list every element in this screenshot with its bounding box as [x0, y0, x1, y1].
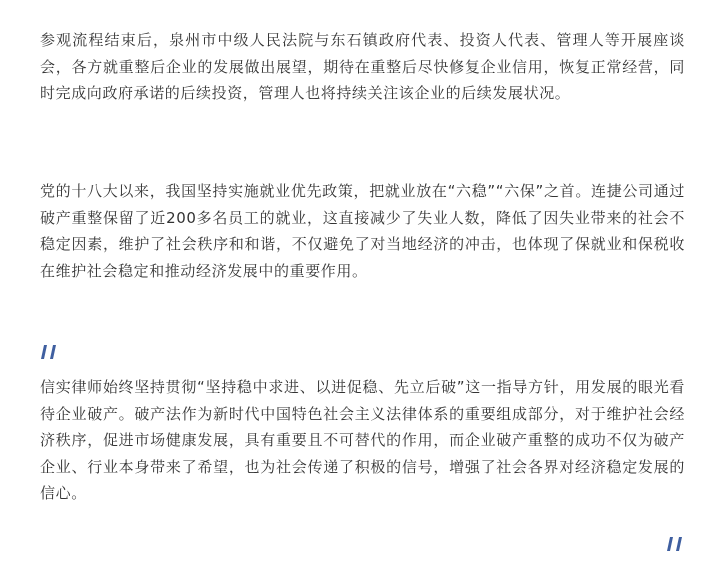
- paragraph-visit-summary: 参观流程结束后，泉州市中级人民法院与东石镇政府代表、投资人代表、管理人等开展座谈会，各方就重整后企业的发展做出展望，期待在重整后尽快修复企业信用，恢复正常经营，同时完成向政府承诺的后续投资，管理人也将持续关注该企业的后续发展状况。: [40, 31, 685, 102]
- quote-paragraph: 信实律师始终坚持贯彻“坚持稳中求进、以进促稳、先立后破”这一指导方针，用发展的眼光看待企业破产。破产法作为新时代中国特色社会主义法律体系的重要组成部分，对于维护社会经济秩序，促进市场健康发展，具有重要且不可替代的作用，而企业破产重整的成功不仅为破产企业、行业本身带来了希望，也为社会传递了积极的信号，增强了社会各界对经济稳定发展的信心。: [40, 378, 685, 502]
- open-quote-icon: [38, 344, 60, 360]
- paragraph-employment-policy: 党的十八大以来，我国坚持实施就业优先政策，把就业放在“六稳”“六保”之首。连捷公司通过破产重整保留了近200多名员工的就业，这直接减少了失业人数，降低了因失业带来的社会不稳定因素，维护了社会秩序和和谐，不仅避免了对当地经济的冲击，也体现了保就业和保税收在维护社会稳定和推动经济发展中的重要作用。: [40, 182, 685, 280]
- close-quote-icon: [664, 536, 686, 552]
